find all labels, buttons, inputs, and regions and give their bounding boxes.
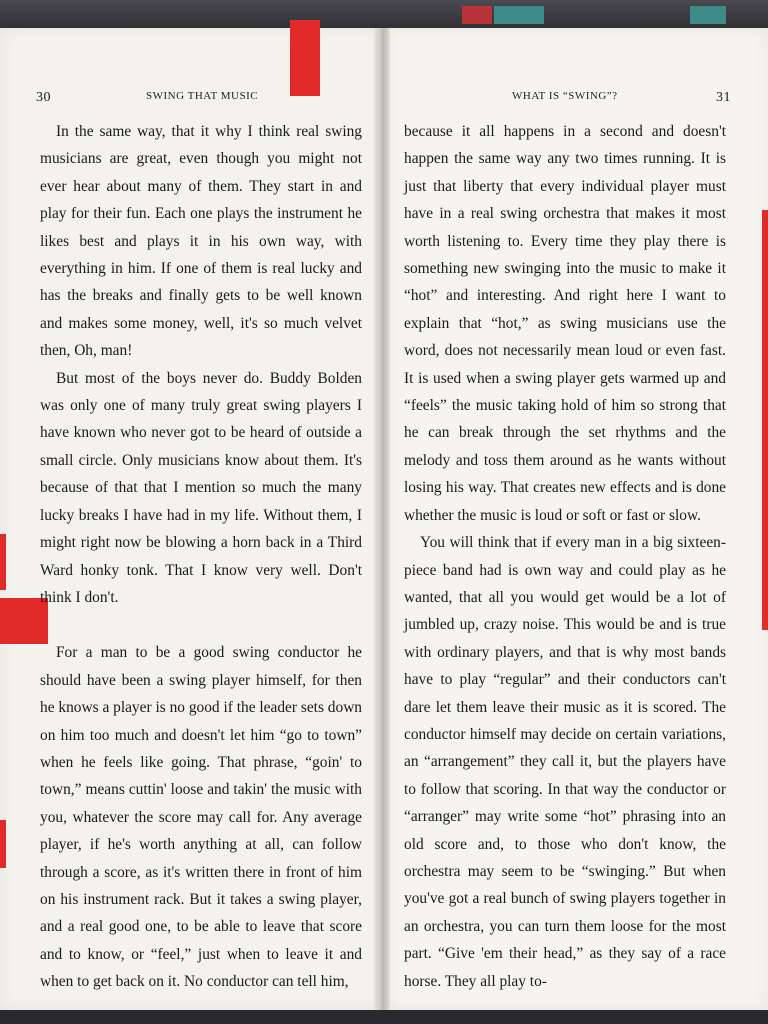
bookmark-tab-left-edge — [0, 534, 6, 590]
paragraph: In the same way, that it why I think real swing musicians are great, even though you might not ever hear about many of them. They start in and play for their fun. Each one plays the instrument he likes best and plays it in his own way, with everything in him. If one of them is real lucky and has the breaks and finally gets to be well known and makes some money, well, it's so much velvet then, Oh, man! — [40, 123, 362, 360]
book-gutter — [374, 28, 390, 1010]
bookmark-tab-left-lower — [0, 820, 6, 868]
top-teal-tab-2 — [690, 6, 726, 24]
scanner-top-edge — [0, 0, 768, 30]
scanner-bottom-edge — [0, 1010, 768, 1024]
bookmark-tab-right-edge — [762, 210, 768, 630]
right-page-header — [716, 90, 731, 110]
paragraph: For a man to be a good swing conductor he should have been a swing player himself, for then he knows a player is no good if the leader sets down on him too much and doesn't let him “go to town” when he feels like going. That phrase, “goin' to town,” means cuttin' loose and takin' the music with you, whatever the score may call for. Any average player, if he's worth anything at all, can follow through a score, as it's written there in front of him on his instrument rack. But it takes a swing player, and a real good one, to be able to leave that score and to know, or “feel,” just when to leave it and when to get back on it. No conductor can tell him, — [40, 644, 362, 991]
right-page-text — [404, 118, 726, 995]
bookmark-tab-top — [290, 20, 320, 96]
paragraph: because it all happens in a second and doesn't happen the same way any two times running. It is just that liberty that every individual player must have in a real swing orchestra that makes it most worth listening to. Every time they play there is something new swinging into the music to make it “hot” and interesting. And right here I want to explain that “hot,” as swing musicians use the word, does not necessarily mean loud or even fast. It is used when a swing player gets warmed up and “feels” the music taking hold of him so strong that he can break through the set rhythms and the melody and toss them around as he wants without losing his way. That creates new effects and is done whether the music is loud or soft or fast or slow. — [404, 123, 726, 524]
right-running-head: WHAT IS “SWING”? — [512, 90, 618, 102]
left-page-header — [36, 90, 51, 110]
top-teal-tab — [494, 6, 544, 24]
left-page-text — [40, 118, 362, 996]
page-number-right: 31 — [716, 90, 731, 105]
paragraph: You will think that if every man in a big sixteen-piece band had is own way and could play as he wanted, that all you would get would be a lot of jumbled up, crazy noise. This would be and is true with ordinary players, and that is why most bands have to play “regular” and their conductors can't dare let them leave their music as it is scored. The conductor himself may decide on certain variations, an “arrangement” they call it, but the players have to follow that scoring. In that way the conductor or “arranger” may write some “hot” phrasing into an old score and, to those who don't know, the orchestra may seem to be “swinging.” But when you've got a real bunch of swing players together in an orchestra, you can turn them loose for the most part. “Give 'em their head,” as they say of a race horse. They all play to- — [404, 534, 726, 990]
left-running-head: SWING THAT MUSIC — [146, 90, 259, 102]
paragraph: But most of the boys never do. Buddy Bolden was only one of many truly great swing players I have known who never got to be heard of outside a small circle. Only musicians know about them. It's because of that that I mention so much the many lucky breaks I have had in my life. Without them, I might right now be blowing a horn back in a Third Ward honky tonk. That I know very well. Don't think I don't. — [40, 369, 362, 606]
top-red-tab — [462, 6, 492, 24]
page-number-left: 30 — [36, 90, 51, 105]
